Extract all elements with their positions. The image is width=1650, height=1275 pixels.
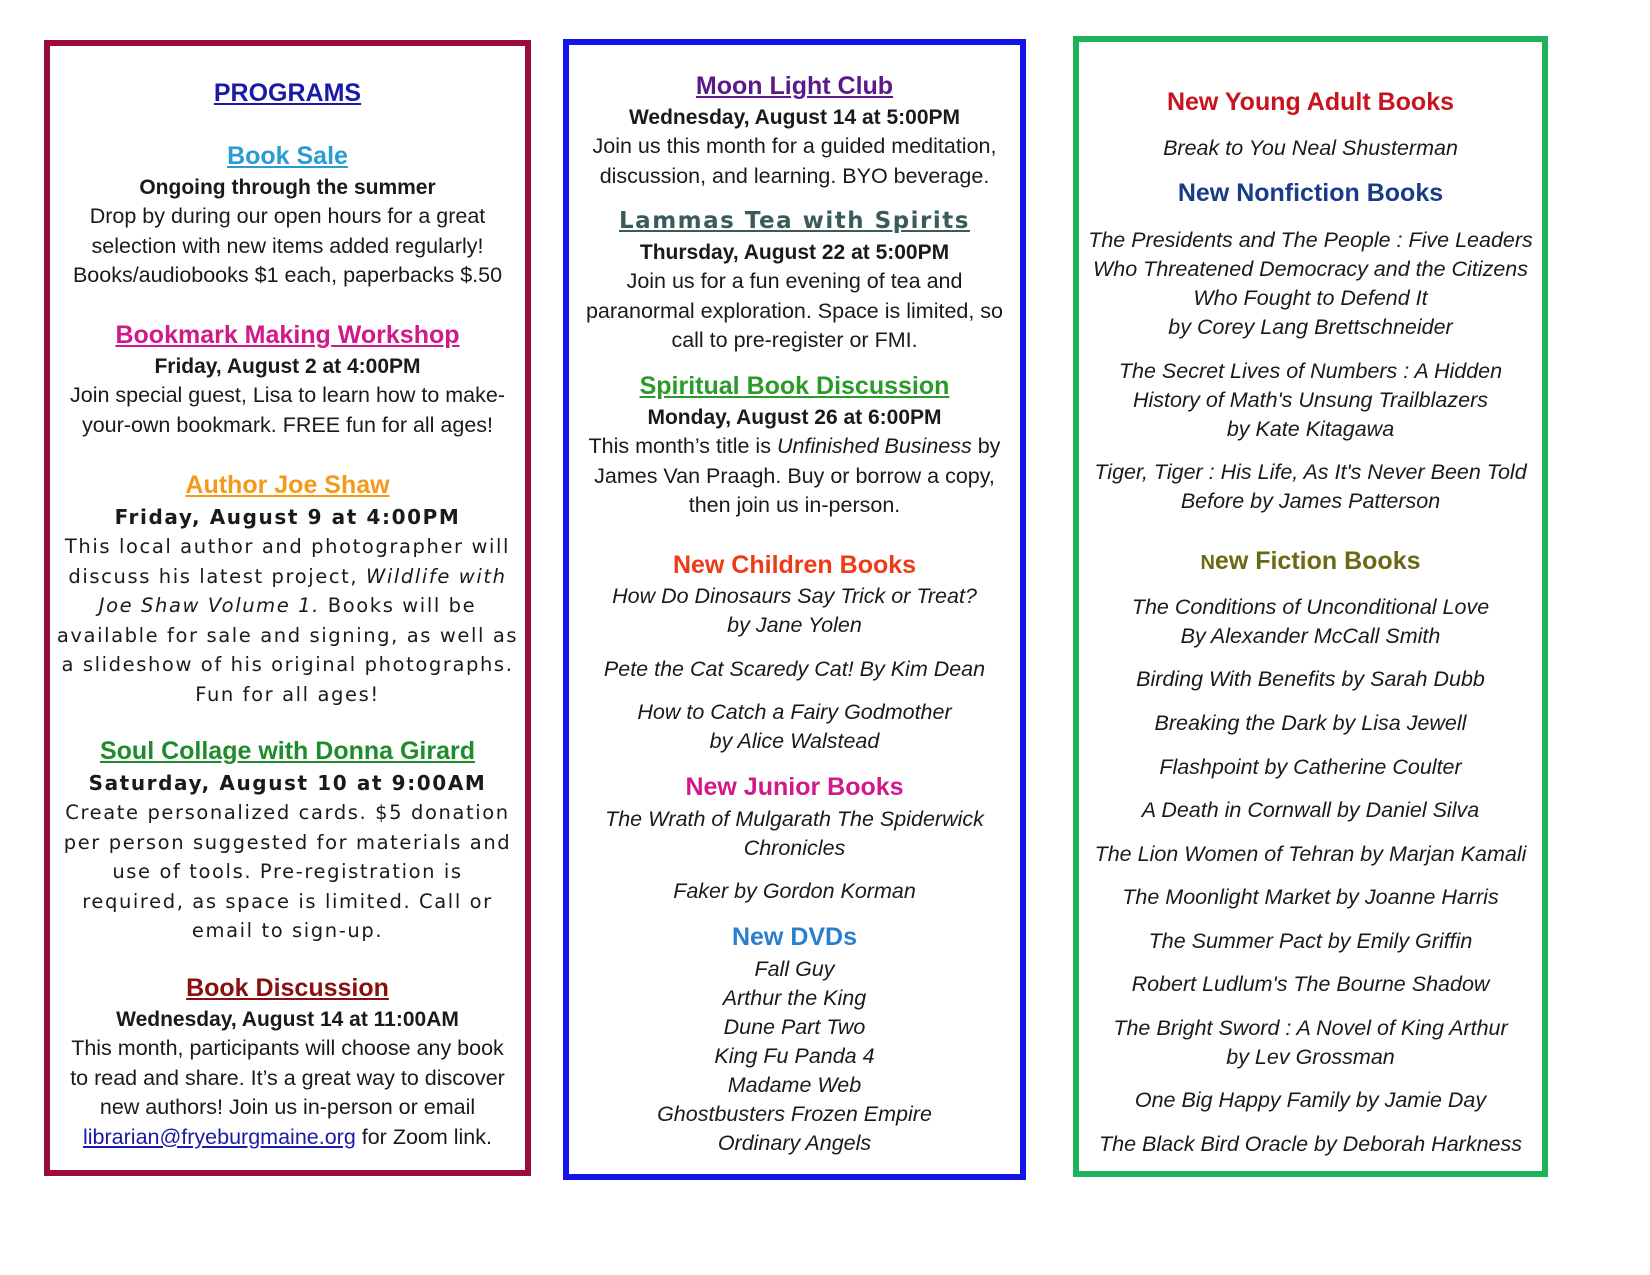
spiritual-book-discussion-title: Spiritual Book Discussion <box>639 372 950 400</box>
lammas-tea-date: Thursday, August 22 at 5:00PM <box>639 241 950 264</box>
spiritual-book-discussion-date: Monday, August 26 at 6:00PM <box>647 406 942 429</box>
spiritual-line: James Van Praagh. Buy or borrow a copy, <box>594 463 995 488</box>
dvd-item: Ghostbusters Frozen Empire <box>657 1102 932 1126</box>
bookmark-workshop-date: Friday, August 2 at 4:00PM <box>154 355 421 378</box>
bookmark-line: your-own bookmark. FREE fun for all ages! <box>81 412 494 437</box>
moon-light-club-date: Wednesday, August 14 at 5:00PM <box>628 106 961 129</box>
fiction-book-3: Breaking the Dark by Lisa Jewell <box>1154 711 1467 735</box>
moon-line: discussion, and learning. BYO beverage. <box>599 163 990 188</box>
author-joe-shaw-date: Friday, August 9 at 4:00PM <box>114 505 461 529</box>
dvd-item: Ordinary Angels <box>717 1131 872 1155</box>
fiction-book-8: The Summer Pact by Emily Griffin <box>1148 929 1473 953</box>
dvd-item: Fall Guy <box>754 957 835 981</box>
author-line: available for sale and signing, as well as <box>56 623 519 647</box>
soul-collage-description <box>50 798 525 946</box>
dvd-item: Arthur the King <box>722 986 867 1010</box>
fiction-book-10: The Bright Sword : A Novel of King Arthur by Lev Grossman <box>1113 1016 1508 1069</box>
lammas-line: call to pre-register or FMI. <box>671 328 918 352</box>
junior-book-1: The Wrath of Mulgarath The Spiderwick Chronicles <box>605 807 984 860</box>
book-sale-title: Book Sale <box>227 142 348 170</box>
author-line: Joe Shaw Volume 1. Books will be <box>98 594 477 617</box>
children-book-2: Pete the Cat Scaredy Cat! By Kim Dean <box>603 657 986 681</box>
lammas-line: paranormal exploration. Space is limited, so <box>585 298 1004 323</box>
book-sale-date: Ongoing through the summer <box>139 176 436 199</box>
new-books-panel <box>1073 36 1548 1177</box>
nonfiction-book-2: The Secret Lives of Numbers : A Hidden History of Math's Unsung Trailblazers by Kate Kitagawa <box>1118 359 1503 441</box>
dvd-item: Madame Web <box>727 1073 862 1097</box>
author-joe-shaw-description <box>50 532 525 709</box>
moon-line: Join us this month for a guided meditation, <box>592 134 997 158</box>
programs-title: PROGRAMS <box>213 79 362 107</box>
new-nonfiction-books-title: New Nonfiction Books <box>1177 179 1444 207</box>
fiction-book-4: Flashpoint by Catherine Coulter <box>1159 755 1462 779</box>
ya-book-1: Break to You Neal Shusterman <box>1163 136 1458 160</box>
new-young-adult-books-title: New Young Adult Books <box>1166 88 1455 116</box>
librarian-email-link[interactable]: librarian@fryeburgmaine.org <box>83 1124 356 1149</box>
new-fiction-books-title: New Fiction Books <box>1200 547 1421 575</box>
new-junior-books-title: New Junior Books <box>685 773 904 801</box>
soul-line: Create personalized cards. $5 donation <box>65 801 510 824</box>
soul-line: per person suggested for materials and <box>63 830 512 854</box>
new-dvds-title: New DVDs <box>731 923 858 951</box>
dvd-list <box>569 955 1020 1158</box>
soul-collage-date: Saturday, August 10 at 9:00AM <box>88 771 487 795</box>
fiction-book-5: A Death in Cornwall by Daniel Silva <box>1141 798 1480 822</box>
author-line: a slideshow of his original photographs. <box>61 653 514 676</box>
author-line: Fun for all ages! <box>195 682 380 706</box>
nonfiction-book-3: Tiger, Tiger : His Life, As It's Never Been Told Before by James Patterson <box>1094 460 1527 513</box>
book-sale-line: Drop by during our open hours for a great <box>89 204 486 228</box>
discussion-line: This month, participants will choose any book <box>71 1036 504 1060</box>
new-children-books-title: New Children Books <box>672 551 917 579</box>
events-books-panel <box>563 39 1026 1180</box>
moon-light-club-description <box>569 132 1020 191</box>
programs-panel <box>44 40 531 1176</box>
spiritual-book-discussion-description <box>569 432 1020 521</box>
discussion-line: librarian@fryeburgmaine.org for Zoom link. <box>83 1124 492 1149</box>
author-line: This local author and photographer will <box>64 535 511 558</box>
soul-line: email to sign-up. <box>191 919 384 942</box>
lammas-tea-title: Lammas Tea with Spirits <box>619 208 970 234</box>
discussion-line: to read and share. It’s a great way to discover <box>70 1065 505 1090</box>
junior-book-2: Faker by Gordon Korman <box>673 879 916 903</box>
children-book-1: How Do Dinosaurs Say Trick or Treat? by Jane Yolen <box>612 584 977 637</box>
fiction-book-1: The Conditions of Unconditional Love By Alexander McCall Smith <box>1131 595 1490 648</box>
bookmark-workshop-description <box>50 381 525 440</box>
soul-line: required, as space is limited. Call or <box>82 889 493 913</box>
book-discussion-title: Book Discussion <box>186 974 389 1002</box>
fiction-book-6: The Lion Women of Tehran by Marjan Kamali <box>1094 842 1527 866</box>
dvd-item: Dune Part Two <box>723 1015 866 1039</box>
fiction-book-7: The Moonlight Market by Joanne Harris <box>1122 885 1499 909</box>
book-discussion-description <box>50 1034 525 1152</box>
fiction-book-12: The Black Bird Oracle by Deborah Harkness <box>1098 1132 1522 1156</box>
book-discussion-date: Wednesday, August 14 at 11:00AM <box>116 1008 459 1031</box>
discussion-line: new authors! Join us in-person or email <box>99 1095 476 1119</box>
book-sale-line: Books/audiobooks $1 each, paperbacks $.50 <box>72 263 503 287</box>
dvd-item: King Fu Panda 4 <box>714 1044 875 1068</box>
bookmark-workshop-title: Bookmark Making Workshop <box>115 321 460 349</box>
fiction-book-11: One Big Happy Family by Jamie Day <box>1134 1088 1487 1112</box>
author-line: discuss his latest project, Wildlife with <box>68 564 507 588</box>
soul-collage-title: Soul Collage with Donna Girard <box>99 737 476 765</box>
fiction-book-9: Robert Ludlum's The Bourne Shadow <box>1131 972 1490 996</box>
children-book-3: How to Catch a Fairy Godmother by Alice Walstead <box>637 700 952 753</box>
bookmark-line: Join special guest, Lisa to learn how to make- <box>69 383 505 407</box>
lammas-tea-description <box>569 267 1020 356</box>
fiction-book-2: Birding With Benefits by Sarah Dubb <box>1136 667 1485 691</box>
author-joe-shaw-title: Author Joe Shaw <box>185 471 390 499</box>
book-sale-line: selection with new items added regularly! <box>91 233 484 258</box>
soul-line: use of tools. Pre-registration is <box>112 860 463 883</box>
book-sale-description <box>50 202 525 291</box>
lammas-line: Join us for a fun evening of tea and <box>626 269 963 293</box>
nonfiction-book-1: The Presidents and The People : Five Leaders Who Threatened Democracy and the Citizens Who Fought to Defend It by Corey Lang Brettschneider <box>1088 228 1533 339</box>
spiritual-line: This month’s title is Unfinished Business by <box>588 434 1001 458</box>
spiritual-line: then join us in-person. <box>688 493 901 517</box>
moon-light-club-title: Moon Light Club <box>695 72 894 100</box>
